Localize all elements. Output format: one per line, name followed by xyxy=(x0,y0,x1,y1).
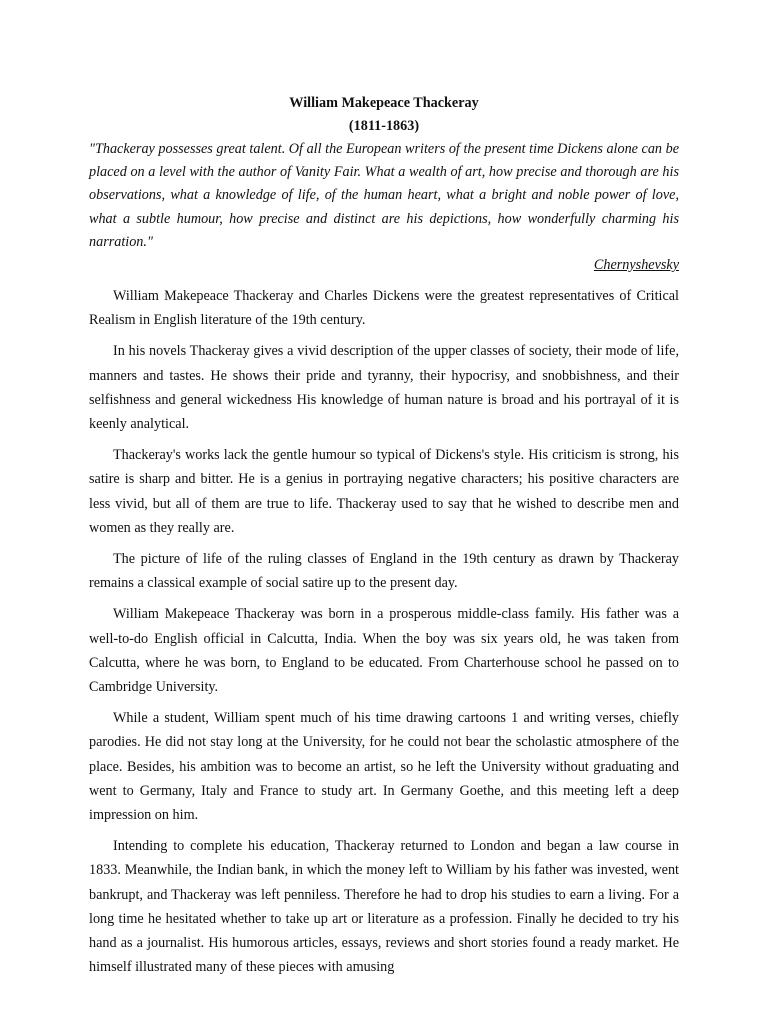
epigraph-attribution: Chernyshevsky xyxy=(593,257,679,274)
epigraph-quote: "Thackeray possesses great talent. Of all the European writers of the present time Dickens alone can be placed on a level with the author of Vanity Fair. What a wealth of art, how precise and thorough are his observations, what a knowledge of life, of the human heart, what a bright and noble power of love, what a subtle humour, how precise and distinct are his depictions, how wonderfully charming his narration." xyxy=(89,141,679,250)
body-paragraph: While a student, William spent much of his time drawing cartoons 1 and writing verses, chiefly parodies. He did not stay long at the University, for he could not bear the scholastic atmosphere of the place. Besides, his ambition was to become an artist, so he left the University without graduating and went to Germany, Italy and France to study art. In Germany Goethe, and this meeting left a deep impression on him. xyxy=(89,710,679,824)
document-page xyxy=(89,92,679,980)
body-paragraph: William Makepeace Thackeray was born in a prosperous middle-class family. His father was a well-to-do English official in Calcutta, India. When the boy was six years old, he was taken from Calcutta, where he was born, to England to be educated. From Charterhouse school he passed on to Cambridge University. xyxy=(89,606,679,696)
body-paragraph: Thackeray's works lack the gentle humour so typical of Dickens's style. His criticism is strong, his satire is sharp and bitter. He is a genius in portraying negative characters; his positive characters are less vivid, but all of them are true to life. Thackeray used to say that he wished to describe men and women as they really are. xyxy=(89,447,679,536)
body-paragraph: In his novels Thackeray gives a vivid description of the upper classes of society, their mode of life, manners and tastes. He shows their pride and tyranny, their hypocrisy, and snobbishness, and their selfishness and general wickedness His knowledge of human nature is broad and his portrayal of it is keenly analytical. xyxy=(89,343,679,433)
body-paragraph: Intending to complete his education, Thackeray returned to London and began a law course in 1833. Meanwhile, the Indian bank, in which the money left to William by his father was invested, went bankrupt, and Thackeray was left penniless. Therefore he had to drop his studies to earn a living. For a long time he hesitated whether to take up art or literature as a profession. Finally he decided to try his hand as a journalist. His humorous articles, essays, reviews and short stories found a ready market. He himself illustrated many of these pieces with amusing xyxy=(89,838,679,976)
document-dates: (1811-1863) xyxy=(348,118,420,134)
body-paragraph: The picture of life of the ruling classes of England in the 19th century as drawn by Thackeray remains a classical example of social satire up to the present day. xyxy=(89,551,679,592)
document-title: William Makepeace Thackeray xyxy=(289,95,479,111)
body-paragraph: William Makepeace Thackeray and Charles Dickens were the greatest representatives of Critical Realism in English literature of the 19th century. xyxy=(89,288,679,329)
